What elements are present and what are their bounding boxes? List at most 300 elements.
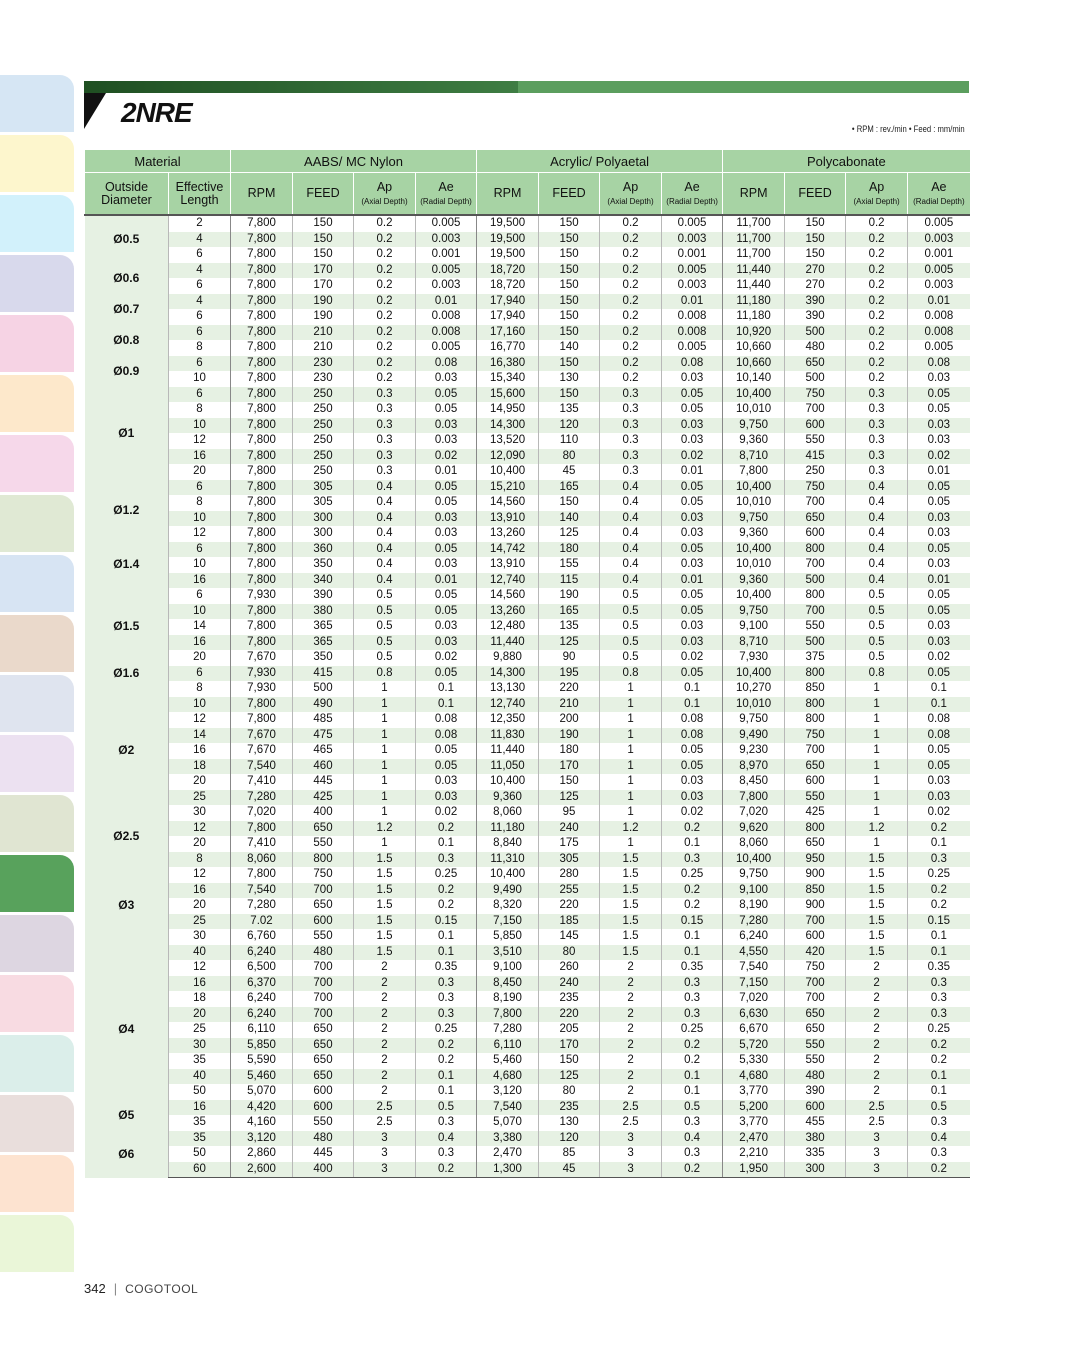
effective-length-cell: 20 [169, 774, 231, 790]
value-cell: 1.5 [600, 898, 662, 914]
value-cell: 0.1 [908, 1069, 970, 1085]
value-cell: 6,240 [231, 945, 293, 961]
side-tab-3[interactable] [0, 195, 74, 252]
value-cell: 7,800 [231, 867, 293, 883]
value-cell: 2,210 [723, 1146, 785, 1162]
value-cell: 1.5 [354, 852, 416, 868]
value-cell: 140 [539, 340, 600, 356]
value-cell: 14,560 [477, 495, 539, 511]
ae-header-label: Ae [684, 179, 700, 194]
rpm-header-label: RPM [493, 186, 522, 200]
value-cell: 2 [354, 1084, 416, 1100]
value-cell: 800 [785, 666, 846, 682]
value-cell: 240 [539, 976, 600, 992]
value-cell: 0.2 [846, 232, 908, 248]
value-cell: 7,800 [231, 573, 293, 589]
value-cell: 380 [293, 604, 354, 620]
value-cell: 0.2 [416, 1162, 477, 1178]
value-cell: 0.02 [416, 650, 477, 666]
page-footer [84, 1281, 198, 1296]
value-cell: 0.25 [416, 867, 477, 883]
value-cell: 3 [600, 1146, 662, 1162]
effective-length-cell: 25 [169, 790, 231, 806]
value-cell: 15,600 [477, 387, 539, 403]
effective-length-cell: 16 [169, 976, 231, 992]
value-cell: 0.3 [354, 449, 416, 465]
value-cell: 0.03 [662, 774, 723, 790]
value-cell: 185 [539, 914, 600, 930]
value-cell: 600 [293, 1084, 354, 1100]
value-cell: 650 [785, 511, 846, 527]
table-row [85, 511, 970, 527]
value-cell: 1.5 [600, 867, 662, 883]
value-cell: 9,750 [723, 604, 785, 620]
value-cell: 8,710 [723, 449, 785, 465]
value-cell: 1.5 [846, 852, 908, 868]
value-cell: 2.5 [354, 1115, 416, 1131]
value-cell: 3 [354, 1131, 416, 1147]
value-cell: 0.05 [908, 604, 970, 620]
value-cell: 280 [539, 867, 600, 883]
value-cell: 2 [600, 1007, 662, 1023]
value-cell: 0.02 [416, 805, 477, 821]
value-cell: 5,330 [723, 1053, 785, 1069]
value-cell: 10,400 [477, 464, 539, 480]
side-tab-14[interactable] [0, 855, 74, 912]
value-cell: 270 [785, 263, 846, 279]
side-tab-19[interactable] [0, 1155, 74, 1212]
effective-length-cell: 4 [169, 263, 231, 279]
value-cell: 7,800 [231, 619, 293, 635]
value-cell: 7,800 [231, 247, 293, 263]
value-cell: 2 [600, 1022, 662, 1038]
value-cell: 360 [293, 542, 354, 558]
value-cell: 550 [785, 1038, 846, 1054]
ap-header-label: Ap [376, 179, 393, 194]
value-cell: 0.4 [908, 1131, 970, 1147]
value-cell: 16,380 [477, 356, 539, 372]
value-cell: 0.4 [354, 480, 416, 496]
table-row [85, 1069, 970, 1085]
value-cell: 750 [785, 387, 846, 403]
value-cell: 0.05 [662, 542, 723, 558]
effective-length-cell: 10 [169, 557, 231, 573]
value-cell: 13,910 [477, 511, 539, 527]
value-cell: 0.2 [846, 294, 908, 310]
side-tab-15[interactable] [0, 915, 74, 972]
value-cell: 0.3 [600, 449, 662, 465]
value-cell: 7,800 [231, 215, 293, 232]
value-cell: 0.3 [908, 976, 970, 992]
side-tab-1[interactable] [0, 75, 74, 132]
value-cell: 0.1 [662, 929, 723, 945]
value-cell: 7,800 [231, 511, 293, 527]
value-cell: 150 [539, 278, 600, 294]
table-row [85, 604, 970, 620]
value-cell: 0.2 [846, 263, 908, 279]
value-cell: 0.3 [846, 449, 908, 465]
value-cell: 155 [539, 557, 600, 573]
value-cell: 0.3 [416, 1115, 477, 1131]
value-cell: 6,240 [231, 1007, 293, 1023]
feed-header [539, 173, 600, 216]
effective-length-cell: 10 [169, 418, 231, 434]
value-cell: 17,160 [477, 325, 539, 341]
value-cell: 5,200 [723, 1100, 785, 1116]
value-cell: 0.02 [908, 805, 970, 821]
effective-length-cell: 8 [169, 340, 231, 356]
value-cell: 0.4 [354, 495, 416, 511]
value-cell: 0.5 [416, 1100, 477, 1116]
value-cell: 0.5 [354, 635, 416, 651]
value-cell: 11,700 [723, 247, 785, 263]
value-cell: 700 [293, 991, 354, 1007]
value-cell: 390 [293, 588, 354, 604]
side-tab-5[interactable] [0, 315, 74, 372]
value-cell: 0.2 [662, 883, 723, 899]
table-row [85, 1131, 970, 1147]
value-cell: 0.05 [416, 480, 477, 496]
effective-length-cell: 6 [169, 247, 231, 263]
value-cell: 0.2 [908, 1038, 970, 1054]
value-cell: 9,750 [723, 511, 785, 527]
value-cell: 11,440 [723, 278, 785, 294]
value-cell: 650 [293, 1022, 354, 1038]
value-cell: 0.05 [908, 542, 970, 558]
value-cell: 1.5 [600, 945, 662, 961]
value-cell: 7,020 [723, 805, 785, 821]
table-row [85, 712, 970, 728]
value-cell: 700 [785, 976, 846, 992]
value-cell: 11,700 [723, 215, 785, 232]
value-cell: 415 [293, 666, 354, 682]
value-cell: 2 [846, 1038, 908, 1054]
side-tab-9[interactable] [0, 555, 74, 612]
value-cell: 2 [354, 1022, 416, 1038]
value-cell: 10,010 [723, 402, 785, 418]
value-cell: 0.3 [908, 1146, 970, 1162]
value-cell: 0.4 [600, 573, 662, 589]
value-cell: 15,340 [477, 371, 539, 387]
value-cell: 3,510 [477, 945, 539, 961]
value-cell: 0.15 [416, 914, 477, 930]
value-cell: 0.3 [354, 433, 416, 449]
value-cell: 0.05 [662, 480, 723, 496]
value-cell: 80 [539, 449, 600, 465]
value-cell: 0.05 [908, 588, 970, 604]
side-tab-12[interactable] [0, 735, 74, 792]
value-cell: 7,800 [231, 821, 293, 837]
value-cell: 9,490 [723, 728, 785, 744]
value-cell: 0.2 [908, 1162, 970, 1178]
value-cell: 250 [293, 433, 354, 449]
value-cell: 550 [785, 1053, 846, 1069]
side-tab-18[interactable] [0, 1095, 74, 1152]
value-cell: 0.5 [846, 588, 908, 604]
value-cell: 0.003 [416, 278, 477, 294]
value-cell: 0.4 [600, 495, 662, 511]
value-cell: 0.3 [354, 402, 416, 418]
table-row [85, 991, 970, 1007]
value-cell: 150 [785, 215, 846, 232]
value-cell: 0.03 [908, 418, 970, 434]
value-cell: 270 [785, 278, 846, 294]
value-cell: 8,320 [477, 898, 539, 914]
value-cell: 0.03 [662, 526, 723, 542]
table-row [85, 464, 970, 480]
value-cell: 1 [354, 790, 416, 806]
value-cell: 3,120 [477, 1084, 539, 1100]
value-cell: 1 [354, 681, 416, 697]
feed-header-label: FEED [798, 186, 832, 200]
value-cell: 0.03 [416, 371, 477, 387]
value-cell: 150 [539, 774, 600, 790]
value-cell: 0.4 [846, 557, 908, 573]
side-tab-11[interactable] [0, 675, 74, 732]
value-cell: 0.2 [908, 821, 970, 837]
value-cell: 5,460 [231, 1069, 293, 1085]
table-row [85, 945, 970, 961]
value-cell: 0.5 [846, 650, 908, 666]
value-cell: 600 [785, 418, 846, 434]
value-cell: 1 [354, 759, 416, 775]
value-cell: 0.05 [908, 495, 970, 511]
side-tab-17[interactable] [0, 1035, 74, 1092]
value-cell: 650 [293, 898, 354, 914]
value-cell: 0.03 [908, 526, 970, 542]
value-cell: 2,470 [477, 1146, 539, 1162]
value-cell: 0.3 [662, 1007, 723, 1023]
value-cell: 0.02 [908, 650, 970, 666]
value-cell: 7,670 [231, 728, 293, 744]
side-tab-7[interactable] [0, 435, 74, 492]
value-cell: 850 [785, 681, 846, 697]
value-cell: 10,140 [723, 371, 785, 387]
table-row [85, 1146, 970, 1162]
value-cell: 0.3 [908, 1007, 970, 1023]
value-cell: 0.03 [416, 418, 477, 434]
value-cell: 2 [600, 991, 662, 1007]
value-cell: 0.25 [662, 867, 723, 883]
value-cell: 425 [785, 805, 846, 821]
value-cell: 230 [293, 371, 354, 387]
value-cell: 350 [293, 557, 354, 573]
value-cell: 0.05 [416, 604, 477, 620]
value-cell: 1 [354, 728, 416, 744]
value-cell: 300 [785, 1162, 846, 1178]
value-cell: 10,400 [477, 774, 539, 790]
value-cell: 1 [354, 836, 416, 852]
value-cell: 11,180 [477, 821, 539, 837]
value-cell: 3 [354, 1162, 416, 1178]
value-cell: 0.05 [908, 759, 970, 775]
value-cell: 0.003 [416, 232, 477, 248]
table-row [85, 960, 970, 976]
value-cell: 7,800 [231, 495, 293, 511]
value-cell: 3,120 [231, 1131, 293, 1147]
table-row [85, 294, 970, 310]
table-row [85, 1115, 970, 1131]
value-cell: 120 [539, 1131, 600, 1147]
value-cell: 3 [600, 1131, 662, 1147]
value-cell: 1 [846, 805, 908, 821]
value-cell: 7,020 [723, 991, 785, 1007]
value-cell: 800 [293, 852, 354, 868]
value-cell: 125 [539, 635, 600, 651]
value-cell: 445 [293, 774, 354, 790]
ap-header-label: Ap [868, 179, 885, 194]
effective-length-cell: 16 [169, 743, 231, 759]
side-tab-2[interactable] [0, 135, 74, 192]
ae-header-sub: (Radial Depth) [666, 196, 718, 206]
table-row [85, 402, 970, 418]
value-cell: 0.01 [908, 294, 970, 310]
value-cell: 700 [785, 495, 846, 511]
value-cell: 9,750 [723, 867, 785, 883]
value-cell: 11,050 [477, 759, 539, 775]
value-cell: 1 [600, 836, 662, 852]
value-cell: 11,440 [477, 635, 539, 651]
value-cell: 7,280 [231, 898, 293, 914]
side-tab-8[interactable] [0, 495, 74, 552]
value-cell: 9,490 [477, 883, 539, 899]
material-header: Material [85, 150, 231, 173]
value-cell: 0.03 [908, 511, 970, 527]
value-cell: 0.2 [354, 309, 416, 325]
value-cell: 2 [354, 1053, 416, 1069]
value-cell: 1.5 [600, 883, 662, 899]
value-cell: 700 [785, 557, 846, 573]
value-cell: 7,280 [231, 790, 293, 806]
value-cell: 550 [785, 433, 846, 449]
value-cell: 175 [539, 836, 600, 852]
value-cell: 1 [600, 805, 662, 821]
value-cell: 235 [539, 991, 600, 1007]
value-cell: 750 [785, 960, 846, 976]
side-tab-20[interactable] [0, 1215, 74, 1272]
value-cell: 0.2 [416, 821, 477, 837]
value-cell: 95 [539, 805, 600, 821]
value-cell: 0.2 [354, 325, 416, 341]
value-cell: 0.4 [354, 511, 416, 527]
side-tab-6[interactable] [0, 375, 74, 432]
side-tab-10[interactable] [0, 615, 74, 672]
value-cell: 170 [293, 278, 354, 294]
value-cell: 445 [293, 1146, 354, 1162]
value-cell: 800 [785, 712, 846, 728]
value-cell: 3,770 [723, 1084, 785, 1100]
value-cell: 0.03 [416, 619, 477, 635]
side-tabs [0, 75, 74, 1275]
value-cell: 0.35 [662, 960, 723, 976]
value-cell: 6,370 [231, 976, 293, 992]
value-cell: 10,660 [723, 356, 785, 372]
value-cell: 0.03 [908, 774, 970, 790]
side-tab-16[interactable] [0, 975, 74, 1032]
value-cell: 0.1 [662, 681, 723, 697]
value-cell: 10,010 [723, 697, 785, 713]
value-cell: 7,930 [231, 666, 293, 682]
effective-length-cell: 20 [169, 464, 231, 480]
value-cell: 0.03 [908, 635, 970, 651]
value-cell: 0.05 [908, 666, 970, 682]
rpm-header-label: RPM [247, 186, 276, 200]
effective-length-cell: 12 [169, 960, 231, 976]
value-cell: 0.2 [908, 1053, 970, 1069]
value-cell: 6,240 [723, 929, 785, 945]
ap-header [846, 173, 908, 216]
value-cell: 14,300 [477, 418, 539, 434]
value-cell: 485 [293, 712, 354, 728]
value-cell: 15,210 [477, 480, 539, 496]
value-cell: 0.2 [600, 309, 662, 325]
value-cell: 2,860 [231, 1146, 293, 1162]
value-cell: 3 [846, 1146, 908, 1162]
table-row [85, 821, 970, 837]
value-cell: 400 [293, 805, 354, 821]
side-tab-4[interactable] [0, 255, 74, 312]
side-tab-13[interactable] [0, 795, 74, 852]
value-cell: 0.03 [662, 557, 723, 573]
group-header-acrylic: Acrylic/ Polyaetal [477, 150, 723, 173]
value-cell: 0.1 [416, 929, 477, 945]
effective-length-cell: 6 [169, 278, 231, 294]
value-cell: 0.2 [354, 247, 416, 263]
value-cell: 1 [354, 805, 416, 821]
value-cell: 250 [293, 418, 354, 434]
value-cell: 10,010 [723, 557, 785, 573]
value-cell: 7,930 [231, 681, 293, 697]
value-cell: 150 [539, 247, 600, 263]
value-cell: 0.2 [846, 325, 908, 341]
page-title: 2NRE [121, 97, 192, 128]
value-cell: 150 [539, 232, 600, 248]
value-cell: 1.5 [354, 914, 416, 930]
value-cell: 0.2 [600, 232, 662, 248]
value-cell: 0.1 [416, 697, 477, 713]
value-cell: 180 [539, 542, 600, 558]
value-cell: 0.08 [416, 712, 477, 728]
table-row [85, 635, 970, 651]
value-cell: 0.03 [416, 433, 477, 449]
value-cell: 0.02 [662, 449, 723, 465]
table-row [85, 371, 970, 387]
units-note: • RPM : rev./min • Feed : mm/min [852, 124, 965, 134]
value-cell: 125 [539, 1069, 600, 1085]
value-cell: 0.03 [416, 635, 477, 651]
value-cell: 0.4 [846, 495, 908, 511]
value-cell: 2 [354, 1007, 416, 1023]
value-cell: 950 [785, 852, 846, 868]
table-row [85, 449, 970, 465]
value-cell: 0.008 [416, 325, 477, 341]
value-cell: 0.35 [908, 960, 970, 976]
value-cell: 1 [846, 774, 908, 790]
value-cell: 0.3 [662, 1146, 723, 1162]
table-row [85, 356, 970, 372]
value-cell: 1 [600, 743, 662, 759]
value-cell: 1 [354, 743, 416, 759]
value-cell: 500 [293, 681, 354, 697]
footer-separator: | [113, 1281, 118, 1296]
value-cell: 0.2 [600, 371, 662, 387]
value-cell: 7,800 [231, 433, 293, 449]
value-cell: 0.3 [662, 991, 723, 1007]
value-cell: 2 [354, 991, 416, 1007]
value-cell: 0.005 [416, 263, 477, 279]
value-cell: 7,670 [231, 650, 293, 666]
value-cell: 650 [785, 1007, 846, 1023]
